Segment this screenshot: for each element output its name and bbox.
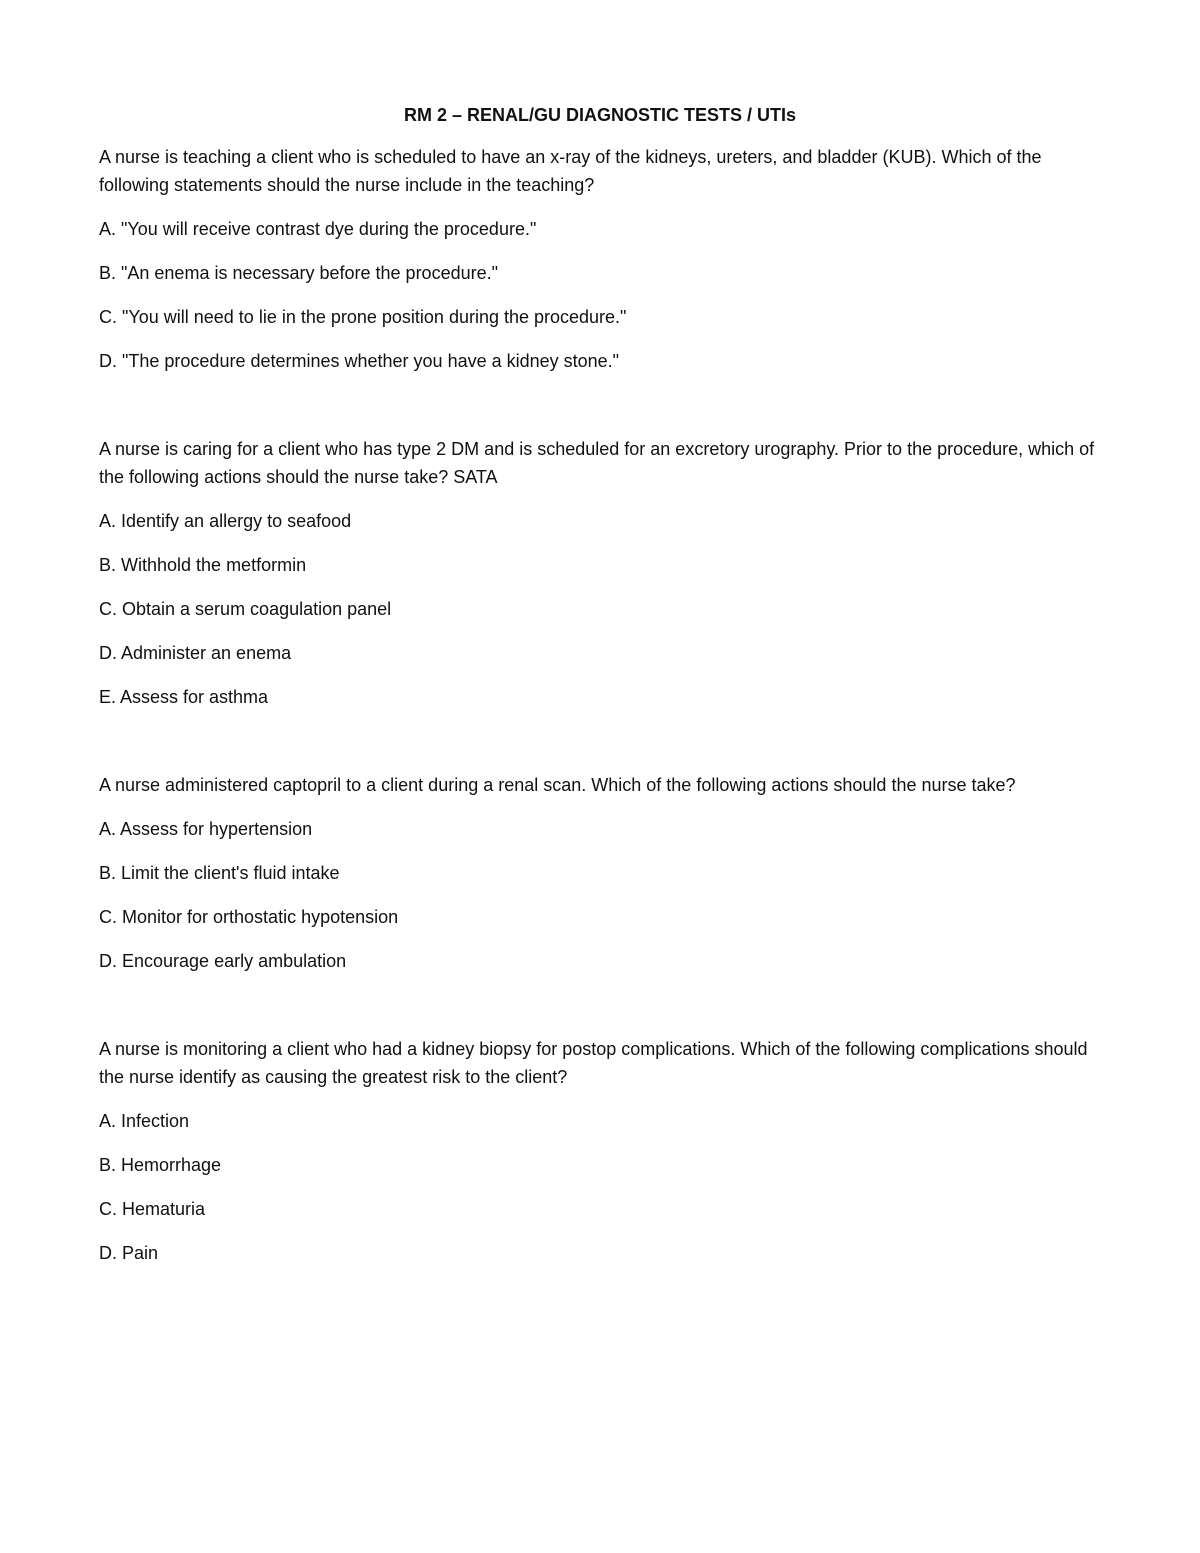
question-2	[99, 435, 1099, 711]
answer-option: A. "You will receive contrast dye during the procedure."	[99, 219, 537, 239]
question-4	[99, 1035, 1099, 1267]
question-stem: A nurse is teaching a client who is scheduled to have an x-ray of the kidneys, ureters, and bladder (KUB). Which of the following statements should the nurse include in the teaching?	[99, 147, 1042, 195]
question-list	[99, 143, 1099, 1327]
answer-option: C. Monitor for orthostatic hypotension	[99, 907, 399, 927]
answer-option: D. Pain	[99, 1243, 159, 1263]
answer-option: B. Withhold the metformin	[99, 555, 307, 575]
answer-option: D. Administer an enema	[99, 643, 292, 663]
answer-option: C. "You will need to lie in the prone position during the procedure."	[99, 307, 627, 327]
answer-option: C. Hematuria	[99, 1199, 206, 1219]
answer-option: D. "The procedure determines whether you have a kidney stone."	[99, 351, 620, 371]
question-stem: A nurse administered captopril to a client during a renal scan. Which of the following actions should the nurse take?	[99, 775, 1016, 795]
answer-option: A. Identify an allergy to seafood	[99, 511, 352, 531]
answer-option: A. Infection	[99, 1111, 190, 1131]
question-1	[99, 143, 1099, 375]
question-stem: A nurse is monitoring a client who had a kidney biopsy for postop complications. Which of the following complications should the nurse identify as causing the greatest risk to the client?	[99, 1039, 1088, 1087]
answer-option: D. Encourage early ambulation	[99, 951, 347, 971]
answer-option: C. Obtain a serum coagulation panel	[99, 599, 392, 619]
question-3	[99, 771, 1099, 975]
answer-option: B. "An enema is necessary before the procedure."	[99, 263, 498, 283]
document-title: RM 2 – RENAL/GU DIAGNOSTIC TESTS / UTIs	[403, 105, 797, 125]
answer-option: B. Hemorrhage	[99, 1155, 222, 1175]
question-stem: A nurse is caring for a client who has type 2 DM and is scheduled for an excretory urography. Prior to the procedure, which of the following actions should the nurse take? SATA	[99, 439, 1095, 487]
answer-option: B. Limit the client's fluid intake	[99, 863, 340, 883]
answer-option: E. Assess for asthma	[99, 687, 269, 707]
answer-option: A. Assess for hypertension	[99, 819, 313, 839]
